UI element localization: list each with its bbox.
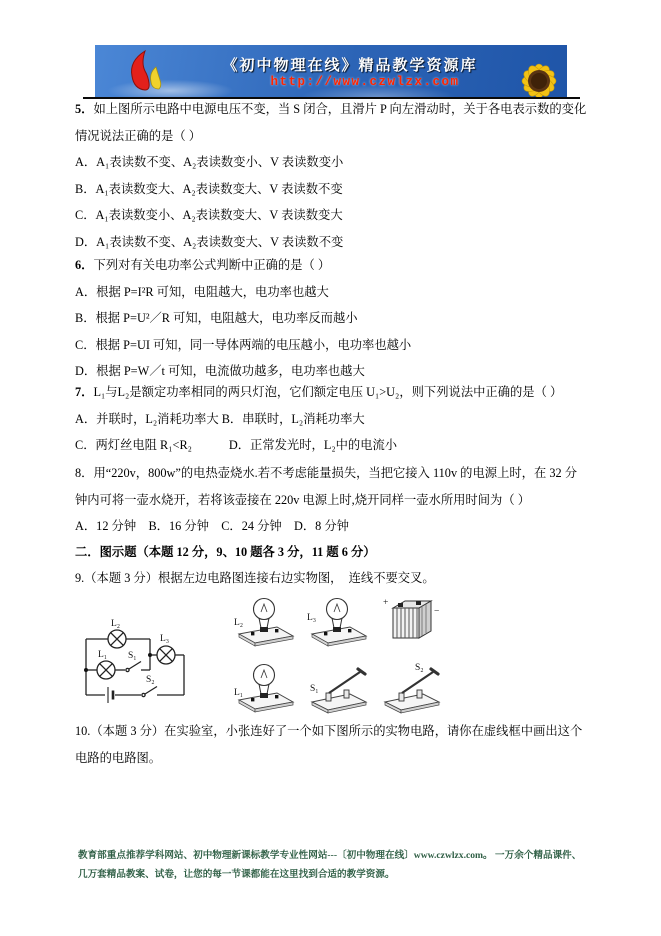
question-5	[75, 96, 588, 255]
q5-option-d: D．A₁表读数不变、A₂表读数变大、V 表读数不变	[75, 234, 344, 249]
circuit-label-L3: L₃	[160, 634, 170, 644]
circuit-diagram	[78, 597, 223, 715]
component-bulb-L2	[231, 592, 301, 652]
logo-flame-icon	[123, 49, 175, 95]
q6-number: 6．	[75, 258, 94, 272]
component-label-S1: S₁	[310, 684, 319, 694]
section-2-header	[75, 539, 588, 566]
circuit-label-S2: S₂	[146, 675, 155, 685]
question-8	[75, 460, 588, 540]
banner-url[interactable]: http://www.czwlzx.com	[270, 75, 460, 89]
page-footer	[78, 847, 586, 884]
q6-option-a: A．根据 P=I²R 可知，电阻越大，电功率也越大	[75, 284, 329, 299]
question-9	[75, 565, 588, 592]
component-label-L2: L₂	[234, 618, 244, 628]
component-label-L1: L₁	[234, 688, 244, 698]
circuit-label-L1: L₁	[98, 650, 108, 660]
q7-number: 7．	[75, 385, 94, 399]
q6-option-c: C．根据 P=UI 可知，同一导体两端的电压越小，电功率也越小	[75, 337, 412, 352]
q9-stem: （本题 3 分）根据左边电路图连接右边实物图， 连线不要交叉。	[84, 571, 435, 585]
component-label-L3: L₃	[307, 613, 317, 623]
q7-options-row-ab: A．并联时，L₂消耗功率大 B．串联时，L₂消耗功率大	[75, 411, 365, 426]
q5-option-a: A．A₁表读数不变、A₂表读数变小、V 表读数变小	[75, 155, 344, 169]
component-switch-S1	[304, 658, 374, 718]
component-label-S2: S₂	[415, 663, 424, 673]
question-10	[75, 718, 588, 771]
banner-title: 《初中物理在线》精品教学资源库	[222, 58, 478, 74]
q5-number: 5．	[75, 102, 94, 116]
component-switch-S2	[377, 658, 447, 718]
q6-stem-line	[75, 252, 588, 279]
q8-options-row: A．12 分钟 B．16 分钟 C．24 分钟 D．8 分钟	[75, 519, 349, 533]
component-label-battery-minus: −	[434, 607, 440, 617]
q8-stem: 用“220v，800w”的电热壶烧水.若不考虑能量损失，当把它接入 110v 的电源上时，在 32 分钟内可将一壶水烧开，若将该壶接在 220v 电源上时,烧开同样一壶水所用时间为（ ）	[75, 466, 578, 507]
q6-option-d: D．根据 P=W／t 可知，电流做功越多，电功率也越大	[75, 364, 365, 378]
footer-text: 教育部重点推荐学科网站、初中物理新课标教学专业性网站---〔初中物理在线〕www.czwlzx.com。 一万余个精品课件、几万套精品教案、试卷，让您的每一节课都能在这里找到合适的教学资源。	[78, 850, 582, 880]
q7-stem-line	[75, 379, 588, 406]
component-bulb-L1	[231, 658, 301, 718]
component-bulb-L3	[304, 592, 374, 652]
circuit-label-S1: S₁	[128, 651, 137, 661]
q10-stem: （本题 3 分）在实验室，小张连好了一个如下图所示的实物电路，请你在虚线框中画出这个电路的电路图。	[75, 724, 583, 765]
circuit-label-L2: L₂	[111, 619, 121, 629]
q8-stem-line	[75, 460, 588, 513]
question-7	[75, 379, 588, 459]
q6-stem: 下列对有关电功率公式判断中正确的是（ ）	[93, 258, 331, 272]
q10-number: 10.	[75, 724, 91, 738]
section-2-title: 二．图示题（本题 12 分，9、10 题各 3 分，11 题 6 分）	[75, 545, 376, 559]
q5-stem-line	[75, 96, 588, 149]
components-grid	[231, 592, 453, 722]
sunflower-image	[501, 45, 567, 97]
component-label-battery-plus: +	[383, 598, 389, 608]
q7-options-row-cd: C．两灯丝电阻 R₁<R₂ D．正常发光时，L₂中的电流小	[75, 438, 398, 452]
q5-option-b: B．A₁表读数变大、A₂表读数变大、V 表读数不变	[75, 181, 343, 196]
q5-stem: 如上图所示电路中电源电压不变，当 S 闭合，且滑片 P 向左滑动时，关于各电表示数的变化情况说法正确的是（ ）	[75, 102, 587, 143]
q5-option-c: C．A₁表读数变小、A₂表读数变大、V 表读数变大	[75, 208, 343, 222]
q7-stem: L₁与L₂是额定功率相同的两只灯泡，它们额定电压 U₁>U₂，则下列说法中正确的是（ ）	[93, 385, 563, 399]
question-6	[75, 252, 588, 385]
q9-number: 9.	[75, 571, 85, 585]
q8-number: 8．	[75, 466, 94, 480]
component-battery	[377, 592, 447, 652]
q6-option-b: B．根据 P=U²／R 可知，电阻越大，电功率反而越小	[75, 311, 358, 325]
site-banner	[95, 45, 567, 97]
